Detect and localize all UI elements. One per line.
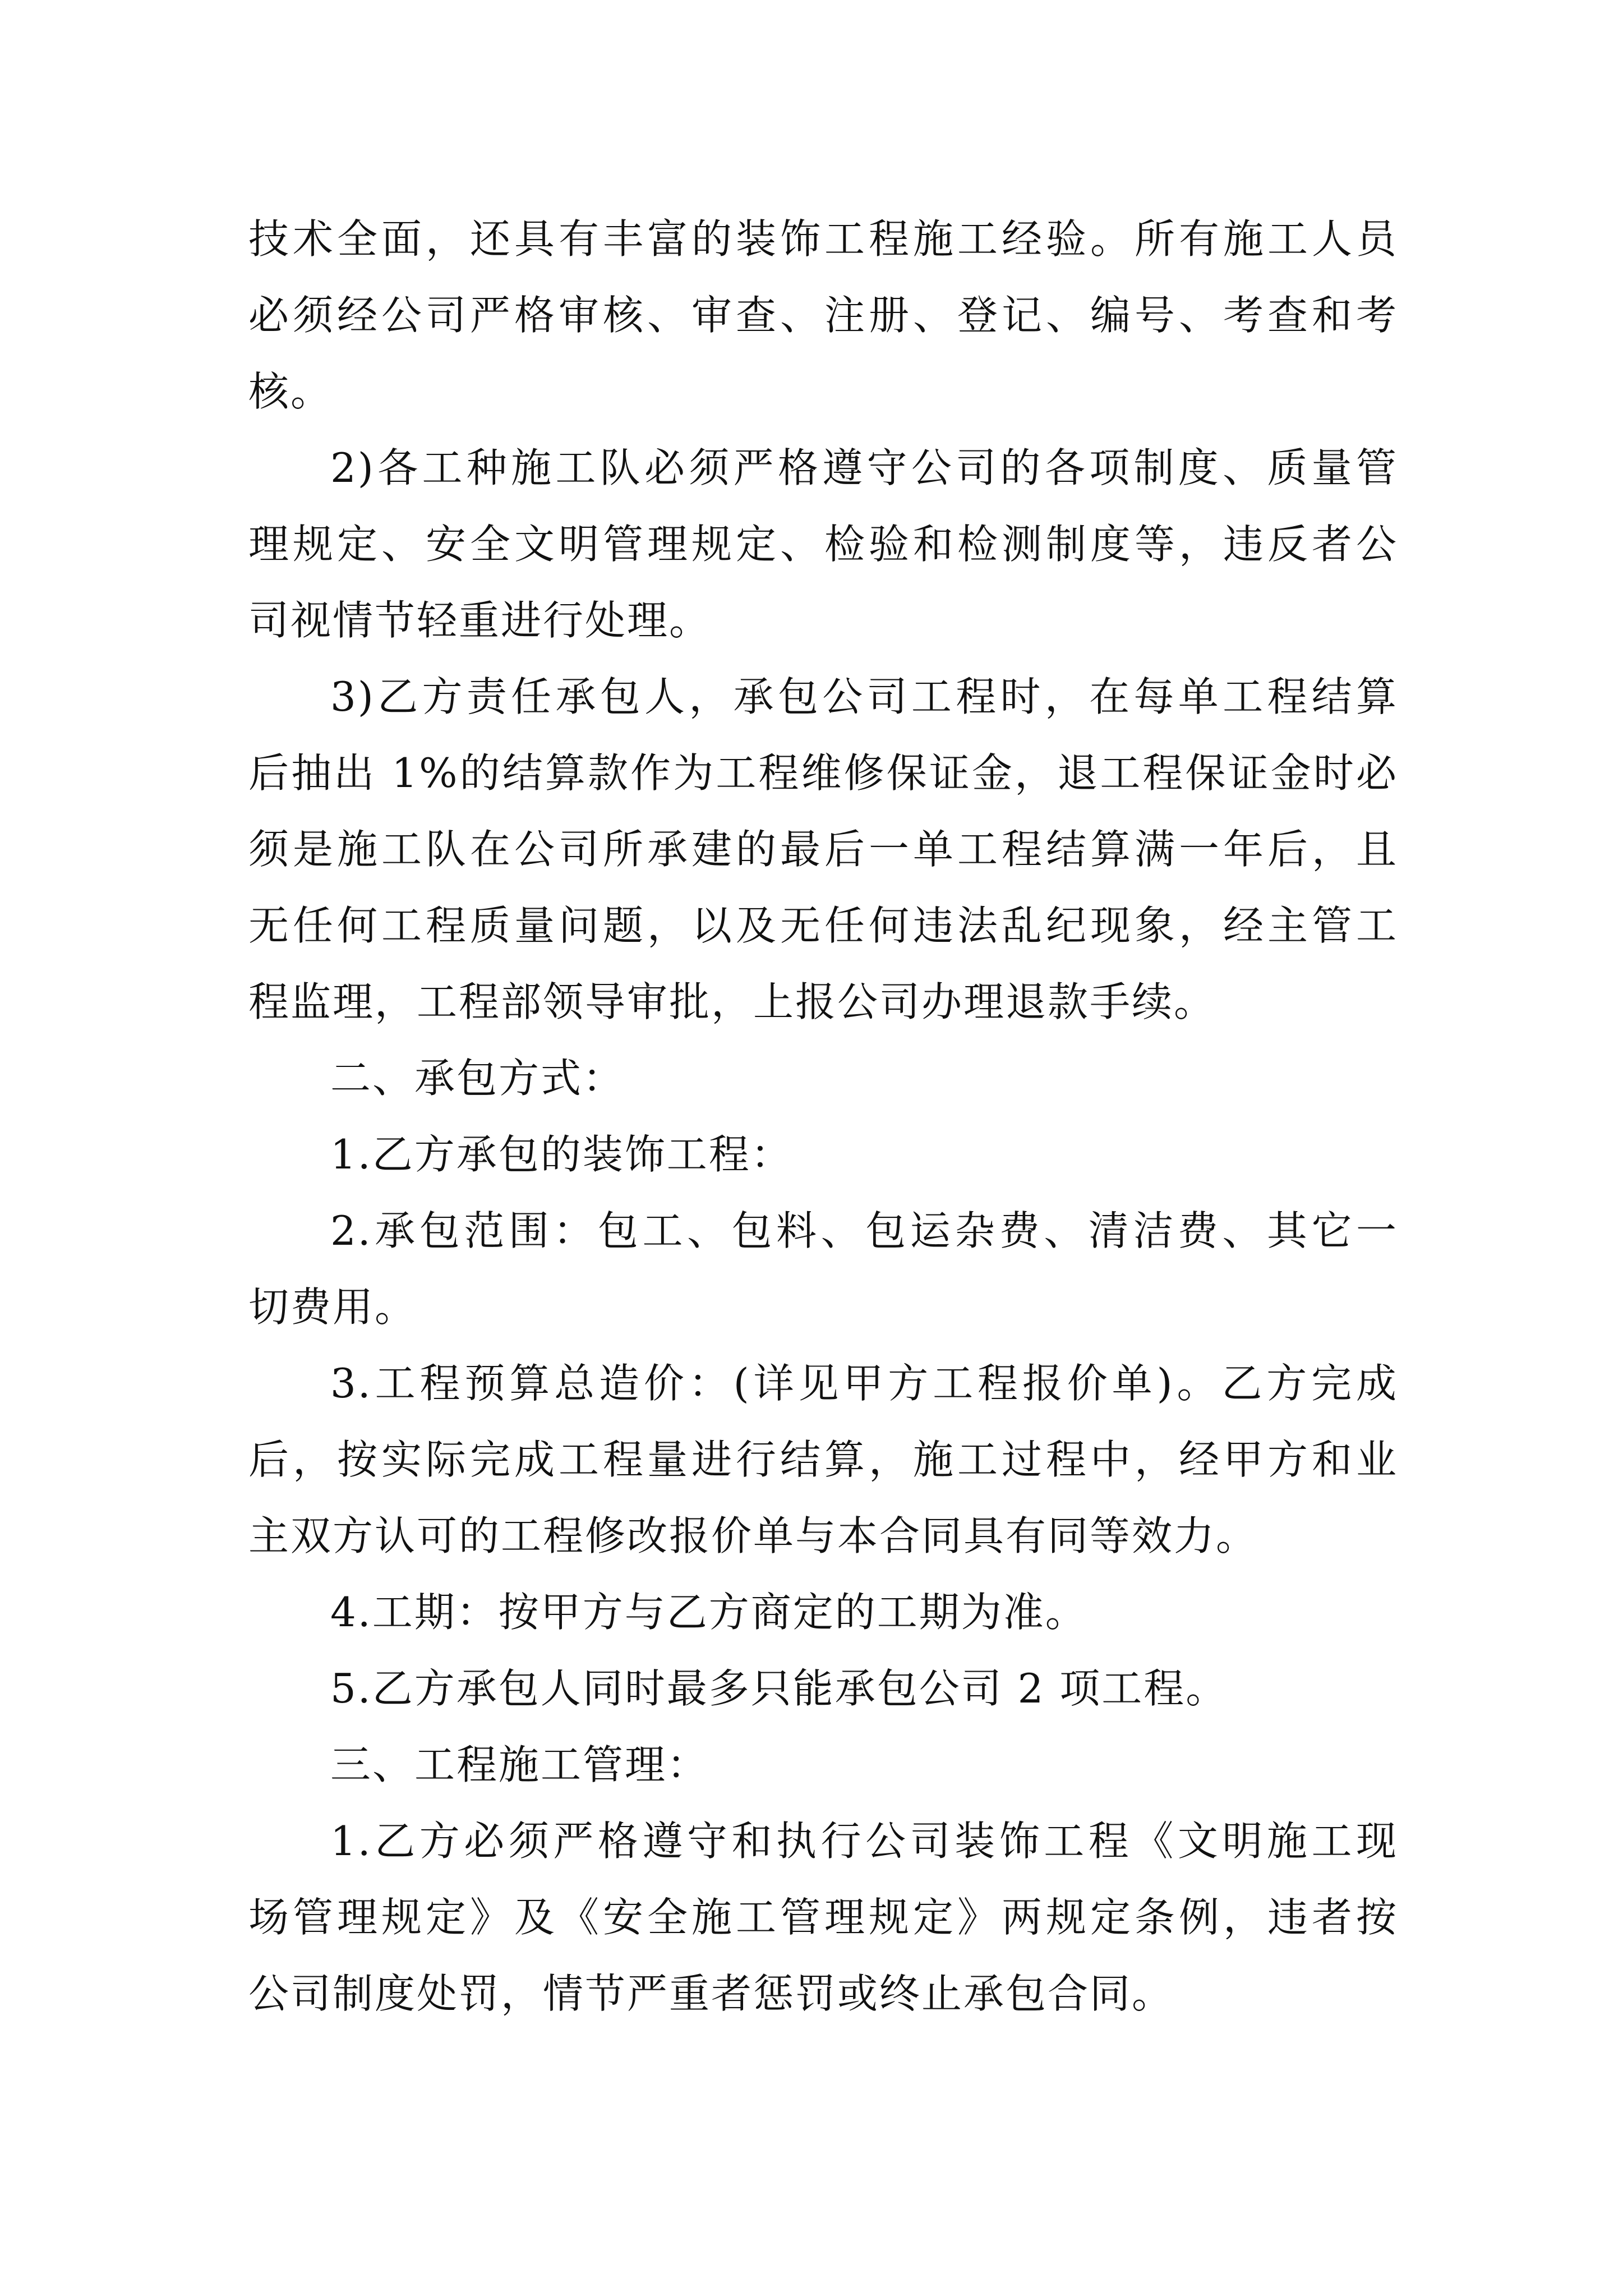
- document-body: [248, 201, 1398, 2032]
- text-line: 须是施工队在公司所承建的最后一单工程结算满一年后，且: [248, 826, 1398, 873]
- list-item-3-line: 3)乙方责任承包人，承包公司工程时，在每单工程结算: [330, 673, 1398, 720]
- text-line: 切费用。: [248, 1283, 417, 1331]
- text-line: 后抽出 1%的结算款作为工程维修保证金，退工程保证金时必: [248, 749, 1398, 797]
- text-line: 主双方认可的工程修改报价单与本合同具有同等效力。: [248, 1512, 1258, 1559]
- text-line: 后，按实际完成工程量进行结算，施工过程中，经甲方和业: [248, 1436, 1398, 1483]
- text-line: 程监理，工程部领导审批，上报公司办理退款手续。: [248, 978, 1216, 1025]
- text-line: 场管理规定》及《安全施工管理规定》两规定条例，违者按: [248, 1894, 1398, 1941]
- clause-line: 1.乙方必须严格遵守和执行公司装饰工程《文明施工现: [330, 1818, 1398, 1865]
- clause-line: 1.乙方承包的装饰工程：: [330, 1131, 793, 1178]
- text-line: 公司制度处罚，情节严重者惩罚或终止承包合同。: [248, 1970, 1174, 2017]
- text-line: 技术全面，还具有丰富的装饰工程施工经验。所有施工人员: [248, 215, 1398, 263]
- list-item-2-line: 2)各工种施工队必须严格遵守公司的各项制度、质量管: [330, 444, 1398, 491]
- text-line: 司视情节轻重进行处理。: [248, 597, 712, 644]
- clause-line: 3.工程预算总造价：(详见甲方工程报价单)。乙方完成: [330, 1360, 1398, 1407]
- text-line: 理规定、安全文明管理规定、检验和检测制度等，违反者公: [248, 521, 1398, 568]
- section-heading: 二、承包方式：: [330, 1055, 625, 1102]
- text-line: 无任何工程质量问题，以及无任何违法乱纪现象，经主管工: [248, 902, 1398, 949]
- clause-line: 2.承包范围：包工、包料、包运杂费、清洁费、其它一: [330, 1207, 1398, 1254]
- text-line: 必须经公司严格审核、审查、注册、登记、编号、考查和考: [248, 292, 1398, 339]
- section-heading: 三、工程施工管理：: [330, 1741, 709, 1788]
- clause-line: 5.乙方承包人同时最多只能承包公司 2 项工程。: [330, 1665, 1228, 1712]
- clause-line: 4.工期：按甲方与乙方商定的工期为准。: [330, 1589, 1087, 1636]
- text-line: 核。: [248, 368, 333, 415]
